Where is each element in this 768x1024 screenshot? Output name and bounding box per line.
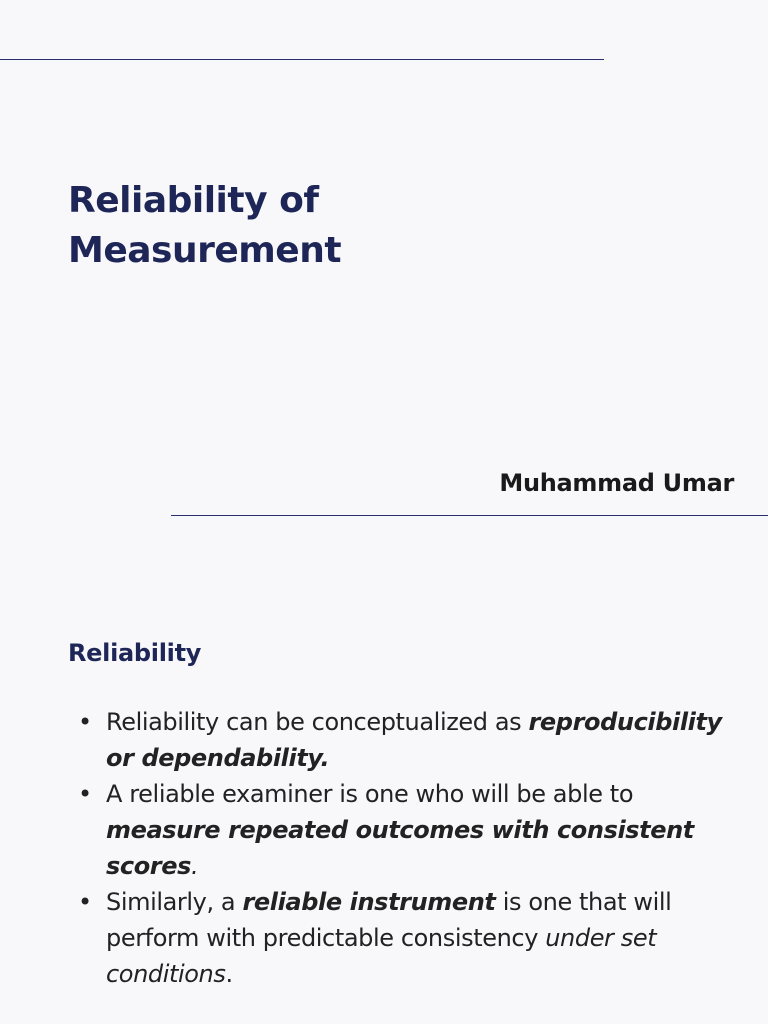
content-slide: [0, 540, 768, 1024]
bullet-text: .: [225, 960, 233, 988]
slide-title: [68, 176, 341, 276]
section-heading: Reliability: [68, 639, 202, 667]
slide-title-line-2: Measurement: [68, 230, 342, 271]
bullet-list: [72, 704, 742, 992]
slide-title-line-1: Reliability of: [68, 180, 319, 221]
bullet-emphasis: reliable instrument: [242, 888, 496, 916]
bullet-text: .: [320, 744, 330, 772]
bullet-item-reliable-examiner: [72, 776, 742, 884]
bullet-text: Reliability can be conceptualized as: [106, 708, 529, 736]
bullet-text: .: [191, 852, 199, 880]
bullet-item-reproducibility: [72, 704, 742, 776]
bullet-text: is one that will perform with predictable consistency: [106, 888, 672, 952]
bullet-icon: •: [78, 888, 92, 916]
author-name: Muhammad Umar: [499, 469, 734, 497]
bottom-divider-line: [171, 515, 768, 516]
bullet-icon: •: [78, 780, 92, 808]
bullet-icon: •: [78, 708, 92, 736]
bullet-text: Similarly, a: [106, 888, 243, 916]
top-divider-line: [0, 59, 604, 60]
bullet-text: A reliable examiner is one who will be able to: [106, 780, 634, 808]
bullet-italic: under set conditions: [106, 924, 657, 988]
bullet-emphasis: measure repeated outcomes with consistent scores: [106, 816, 694, 880]
bullet-item-reliable-instrument: [72, 884, 742, 992]
bullet-emphasis: reproducibility or dependability: [106, 708, 722, 772]
